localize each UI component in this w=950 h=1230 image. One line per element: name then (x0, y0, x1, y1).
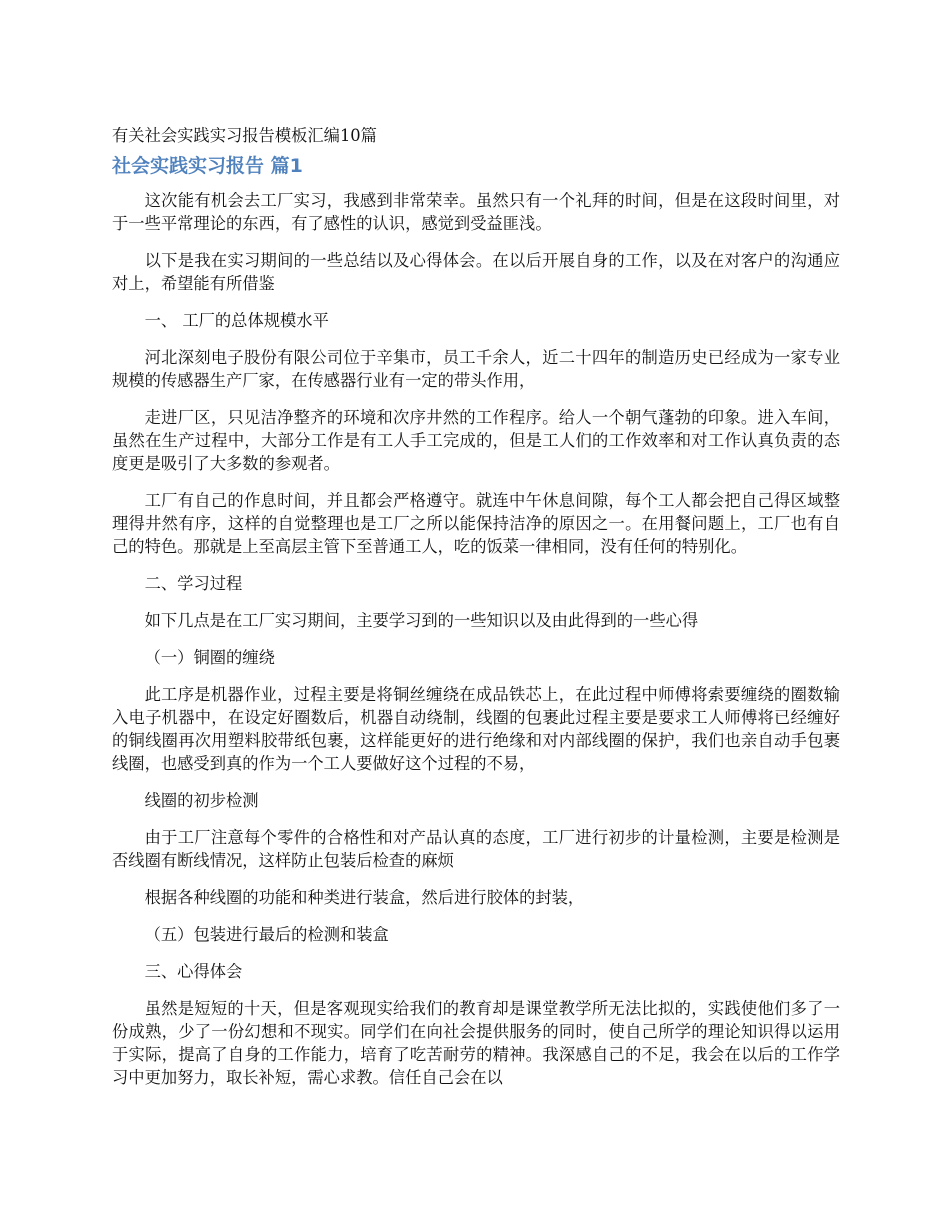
paragraph-reflections: 虽然是短短的十天，但是客观现实给我们的教育却是课堂教学所无法比拟的，实践使他们多了一份成熟，少了一份幻想和不现实。同学们在向社会提供服务的同时，使自己所学的理论知识得以运用于实际，提高了自身的工作能力，培育了吃苦耐劳的精神。我深感自己的不足，我会在以后的工作学习中更加努力，取长补短，需心求教。信任自己会在以 (112, 999, 840, 1087)
paragraph-summary: 以下是我在实习期间的一些总结以及心得体会。在以后开展自身的工作，以及在对客户的沟通应对上，希望能有所借鉴 (112, 251, 840, 293)
subheading-coil-inspection: 线圈的初步检测 (144, 791, 259, 810)
subheading-learning-process: 二、学习过程 (144, 574, 243, 593)
subheading-factory-scale: 一、 工厂的总体规模水平 (144, 311, 329, 330)
paragraph-workshop: 走进厂区，只见洁净整齐的环境和次序井然的工作程序。给人一个朝气蓬勃的印象。进入车间，虽然在生产过程中，大部分工作是有工人手工完成的，但是工人们的工作效率和对工作认真负责的态度更是吸引了大多数的参观者。 (112, 408, 840, 473)
paragraph-schedule: 工厂有自己的作息时间，并且都会严格遵守。就连中午休息间隙，每个工人都会把自己得区域整理得井然有序，这样的自觉整理也是工厂之所以能保持洁净的原因之一。在用餐问题上，工厂也有自己的特色。那就是上至高层主管下至普通工人，吃的饭菜一律相同，没有任何的特别化。 (112, 491, 840, 556)
document-body (112, 124, 840, 1103)
paragraph-company: 河北深刻电子股份有限公司位于辛集市，员工千余人，近二十四年的制造历史已经成为一家专业规模的传感器生产厂家，在传感器行业有一定的带头作用， (112, 348, 840, 390)
paragraph-inspection: 由于工厂注意每个零件的合格性和对产品认真的态度，工厂进行初步的计量检测，主要是检测是否线圈有断线情况，这样防止包装后检查的麻烦 (112, 828, 840, 870)
paragraph-winding-process: 此工序是机器作业，过程主要是将铜丝缠绕在成品铁芯上，在此过程中师傅将索要缠绕的圈数输入电子机器中，在设定好圈数后，机器自动绕制，线圈的包裹此过程主要是要求工人师傅将已经缠好的铜线圈再次用塑料胶带纸包裹，这样能更好的进行绝缘和对内部线圈的保护，我们也亲自动手包裹线圈，也感受到真的作为一个工人要做好这个过程的不易， (112, 685, 840, 773)
paragraph-learning-points: 如下几点是在工厂实习期间，主要学习到的一些知识以及由此得到的一些心得 (144, 611, 699, 630)
paragraph-intro: 这次能有机会去工厂实习，我感到非常荣幸。虽然只有一个礼拜的时间，但是在这段时间里，对于一些平常理论的东西，有了感性的认识，感觉到受益匪浅。 (112, 191, 840, 233)
section-heading: 社会实践实习报告 篇1 (112, 155, 303, 177)
paragraph-boxing: 根据各种线圈的功能和种类进行装盒，然后进行胶体的封装， (144, 888, 585, 907)
subheading-reflections: 三、心得体会 (144, 962, 243, 981)
document-title: 有关社会实践实习报告模板汇编10篇 (112, 126, 377, 145)
subheading-copper-winding: （一）铜圈的缠绕 (144, 648, 275, 667)
subheading-packaging: （五）包装进行最后的检测和装盒 (144, 925, 389, 944)
